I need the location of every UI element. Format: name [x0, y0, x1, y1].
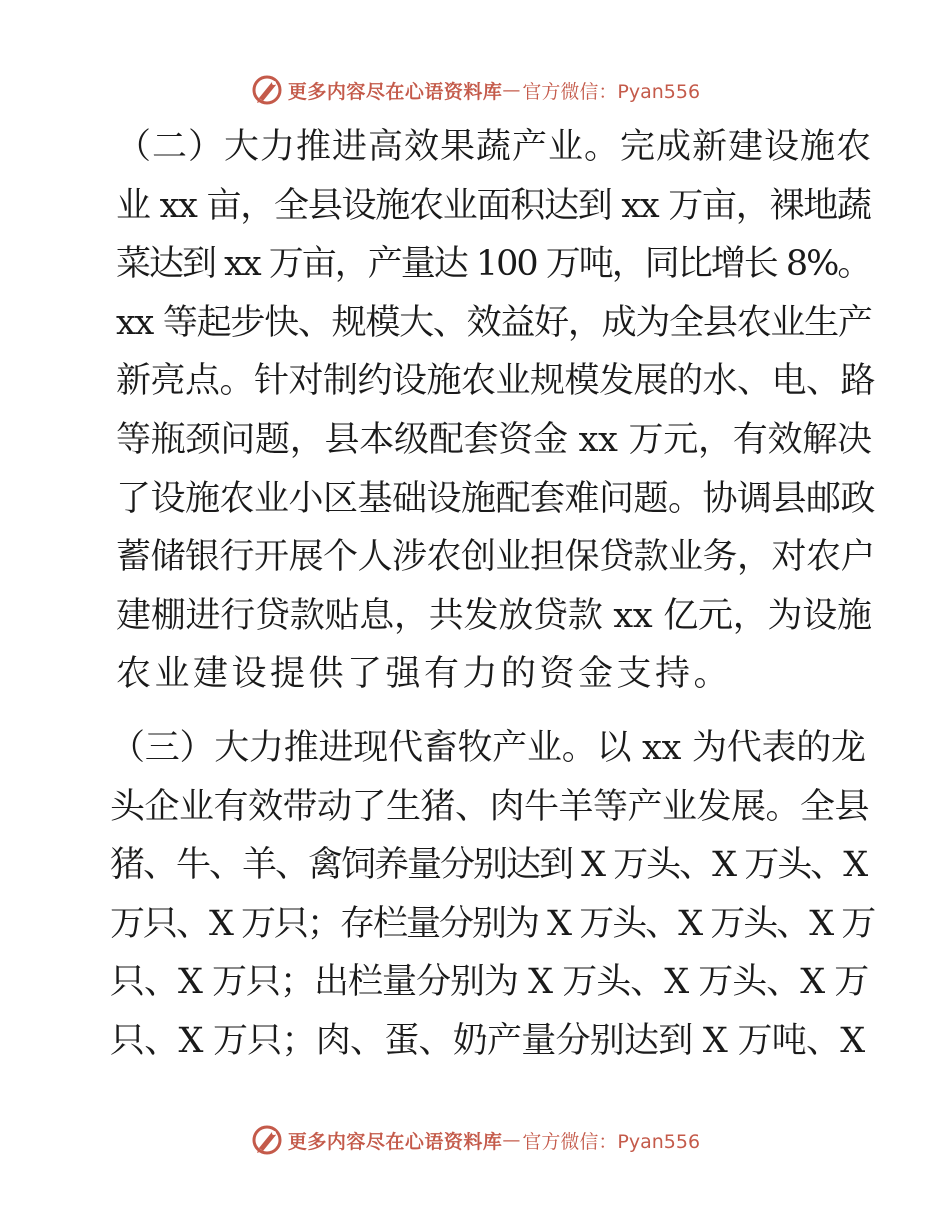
text-line: 菜达到 xx 万亩，产量达 100 万吨，同比增长 8%。 [116, 244, 871, 285]
text-line: 新亮点。针对制约设施农业规模发展的水、电、路 [116, 361, 876, 402]
text-line: 只、X 万只；肉、蛋、奶产量分别达到 X 万吨、X [110, 1020, 865, 1061]
text-line: 蓄储银行开展个人涉农创业担保贷款业务，对农户 [116, 537, 876, 578]
text-line: 农业建设提供了强有力的资金支持。 [116, 654, 733, 695]
text-line: （三）大力推进现代畜牧产业。以 xx 为代表的龙 [110, 727, 866, 768]
text-line: 头企业有效带动了生猪、肉牛羊等产业发展。全县 [110, 786, 870, 827]
text-line: 建棚进行贷款贴息，共发放贷款 xx 亿元，为设施 [116, 595, 872, 636]
header-watermark [0, 72, 950, 108]
paragraph-fruit-vegetable [96, 118, 876, 704]
text-line: 业 xx 亩，全县设施农业面积达到 xx 万亩，裸地蔬 [116, 185, 871, 226]
watermark-text: 更多内容尽在心语资料库 [287, 80, 503, 103]
pen-logo-icon [250, 1123, 284, 1157]
watermark-separator: — [502, 1129, 521, 1151]
pen-logo-icon [250, 73, 284, 107]
text-line: （二）大力推进高效果蔬产业。完成新建设施农 [116, 127, 873, 167]
paragraph-livestock [96, 719, 875, 1071]
text-line: 只、X 万只；出栏量分别为 X 万头、X 万头、X 万 [110, 962, 869, 1003]
text-line: 了设施农业小区基础设施配套难问题。协调县邮政 [116, 478, 876, 519]
text-line: 猪、牛、羊、禽饲养量分别达到 X 万头、X 万头、X [110, 845, 867, 886]
watermark-contact: 官方微信：Pyan556 [522, 1130, 701, 1153]
text-line: 万只、X 万只；存栏量分别为 X 万头、X 万头、X 万 [110, 903, 875, 944]
watermark-separator: — [502, 79, 521, 101]
document-body [96, 118, 876, 1071]
watermark-text: 更多内容尽在心语资料库 [287, 1130, 503, 1153]
footer-watermark [0, 1122, 950, 1158]
watermark-contact: 官方微信：Pyan556 [522, 80, 701, 103]
text-line: xx 等起步快、规模大、效益好，成为全县农业生产 [116, 302, 872, 343]
text-line: 等瓶颈问题，县本级配套资金 xx 万元，有效解决 [116, 419, 872, 460]
